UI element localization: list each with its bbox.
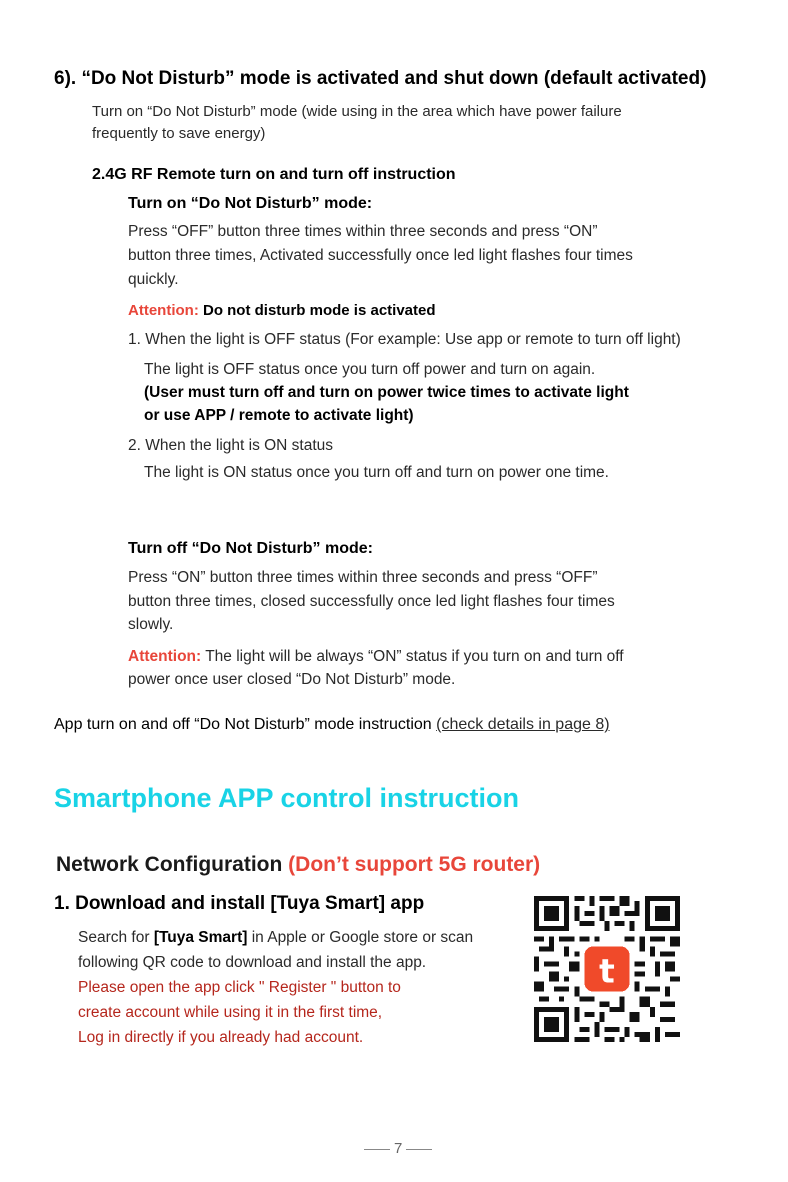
turn-off-line2: button three times, closed successfully once led light flashes four times xyxy=(128,593,615,610)
item2-title: 2. When the light is ON status xyxy=(128,437,334,454)
p3-pre: Please open the app xyxy=(78,979,225,996)
attention-activated xyxy=(128,302,436,319)
app-instruction-line xyxy=(54,716,610,734)
step1-para-line2: following QR code to download and install the app. xyxy=(78,954,427,971)
section6-intro-line1: Turn on “Do Not Disturb” mode (wide using in the area which have power failure xyxy=(92,103,622,120)
qr-code xyxy=(534,896,680,1042)
step1-para-line3 xyxy=(78,975,401,1000)
attention-closed-text: The light will be always “ON” status if you turn on and turn off xyxy=(205,648,624,665)
page8-link[interactable]: (check details in page 8) xyxy=(436,716,610,733)
tuya-smart-name: [Tuya Smart] xyxy=(153,929,248,946)
step1-para-line1 xyxy=(78,925,473,950)
turn-on-line3: quickly. xyxy=(128,271,179,288)
item1-title: 1. When the light is OFF status (For example: Use app or remote to turn off light) xyxy=(128,331,681,348)
item1-line1: The light is OFF status once you turn off power and turn on again. xyxy=(144,361,596,378)
p1-pre: Search for xyxy=(78,929,154,946)
rf-heading: 2.4G RF Remote turn on and turn off instruction xyxy=(92,166,456,183)
attention-label: Attention: xyxy=(128,302,199,319)
turn-on-heading: Turn on “Do Not Disturb” mode: xyxy=(128,195,373,212)
turn-off-heading: Turn off “Do Not Disturb” mode: xyxy=(128,540,373,557)
turn-off-line1: Press “ON” button three times within three seconds and press “OFF” xyxy=(128,569,598,586)
page-footer xyxy=(360,1140,436,1157)
item2-line1: The light is ON status once you turn off and turn on power one time. xyxy=(144,464,609,481)
step1-heading: 1. Download and install [Tuya Smart] app xyxy=(54,893,425,914)
attention-label-2: Attention: xyxy=(128,648,202,665)
step1-para-line5: Log in directly if you already had account. xyxy=(78,1029,364,1046)
turn-on-line1: Press “OFF” button three times within three seconds and press “ON” xyxy=(128,223,598,240)
attention-text: Do not disturb mode is activated xyxy=(202,302,436,319)
network-heading-note: (Don’t support 5G router) xyxy=(288,853,541,876)
attention-closed-line2: power once user closed “Do Not Disturb” mode. xyxy=(128,671,456,688)
tuya-logo-letter: t xyxy=(599,952,615,991)
network-heading xyxy=(56,853,540,877)
smartphone-heading: Smartphone APP control instruction xyxy=(54,783,520,813)
p1-post: in Apple or Google store or scan xyxy=(247,929,474,946)
step1-para-line4: create account while using it in the first time, xyxy=(78,1004,383,1021)
section6-heading: 6). “Do Not Disturb” mode is activated and shut down (default activated) xyxy=(54,68,707,89)
turn-on-line2: button three times, Activated successfully once led light flashes four times xyxy=(128,247,633,264)
item1-bold1: (User must turn off and turn on power twice times to activate light xyxy=(144,384,629,401)
network-heading-text: Network Configuration xyxy=(56,853,289,876)
turn-off-line3: slowly. xyxy=(128,616,174,633)
attention-closed-line1 xyxy=(128,645,624,669)
p3-register: click " Register " button to xyxy=(224,979,401,996)
app-instruction-text: App turn on and off “Do Not Disturb” mode instruction xyxy=(54,716,437,733)
item1-bold2: or use APP / remote to activate light) xyxy=(144,407,414,424)
section6-intro-line2: frequently to save energy) xyxy=(92,125,266,142)
page-number: 7 xyxy=(394,1140,403,1157)
